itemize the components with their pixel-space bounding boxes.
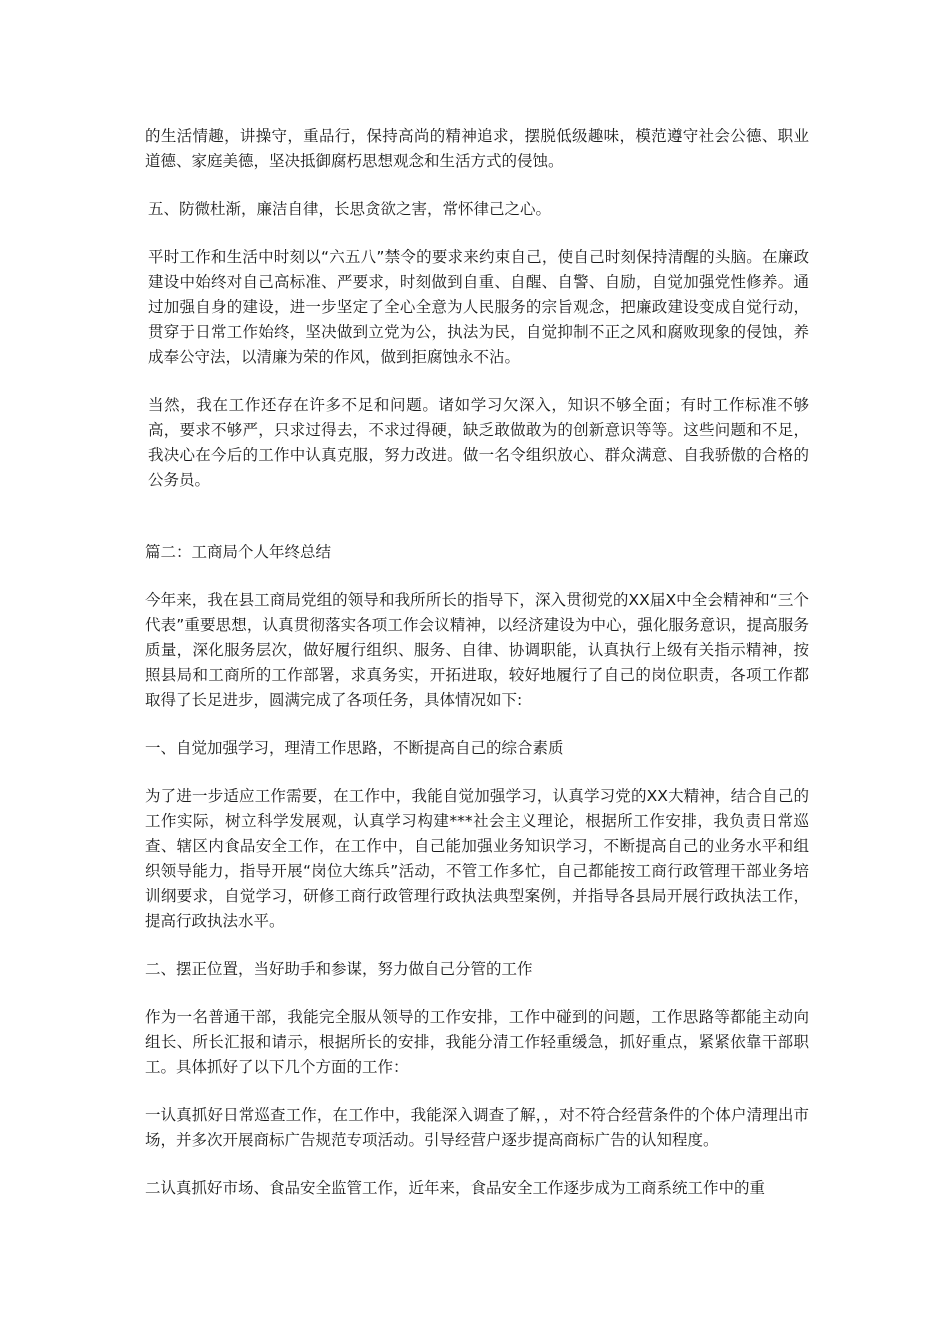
article-two-title: 篇二：工商局个人年终总结 — [145, 543, 332, 561]
paragraph-food-safety: 二认真抓好市场、食品安全监管工作，近年来，食品安全工作逐步成为工商系统工作中的重 — [145, 1179, 766, 1197]
paragraph-position: 作为一名普通干部，我能完全服从领导的工作安排，工作中碰到的问题，工作思路等都能主动向组长、所长汇报和请示，根据所长的安排，我能分清工作轻重缓急，抓好重点，紧紧依靠干部职工。具体抓好了以下几个方面的工作： — [145, 1008, 809, 1076]
paragraph-inspection: 一认真抓好日常巡查工作，在工作中，我能深入调查了解，，对不符合经营条件的个体户清理出市场，并多次开展商标广告规范专项活动。引导经营户逐步提高商标广告的认知程度。 — [145, 1106, 809, 1149]
section-heading-two: 二、摆正位置，当好助手和参谋，努力做自己分管的工作 — [145, 960, 533, 978]
section-heading-one: 一、自觉加强学习，理清工作思路，不断提高自己的综合素质 — [145, 739, 564, 757]
paragraph-intro: 今年来，我在县工商局党组的领导和我所所长的指导下，深入贯彻党的XX届X中全会精神和“三个代表”重要思想，认真贯彻落实各项工作会议精神，以经济建设为中心，强化服务意识，提高服务质量，深化服务层次，做好履行组织、服务、自律、协调职能，认真执行上级有关指示精神，按照县局和工商所的工作部署，求真务实，开拓进取，较好地履行了自己的岗位职责，各项工作都取得了长足进步，圆满完成了各项任务，具体情况如下: — [145, 591, 809, 709]
document-body — [145, 124, 809, 1224]
paragraph-study: 为了进一步适应工作需要，在工作中，我能自觉加强学习，认真学习党的XX大精神，结合自己的工作实际，树立科学发展观，认真学习构建***社会主义理论，根据所工作安排，我负责日常巡查、辖区内食品安全工作，在工作中，自己能加强业务知识学习，不断提高自己的业务水平和组织领导能力，指导开展“岗位大练兵”活动，不管工作多忙，自己都能按工商行政管理干部业务培训纲要求，自觉学习，研修工商行政管理行政执法典型案例，并指导各县局开展行政执法工作，提高行政执法水平。 — [145, 787, 809, 930]
paragraph-shortcomings: 当然，我在工作还存在许多不足和问题。诸如学习欠深入，知识不够全面；有时工作标准不够高，要求不够严，只求过得去，不求过得硬，缺乏敢做敢为的创新意识等等。这些问题和不足，我决心在今后的工作中认真克服，努力改进。做一名令组织放心、群众满意、自我骄傲的合格的公务员。 — [148, 396, 809, 489]
paragraph-self-discipline: 平时工作和生活中时刻以“六五八”禁令的要求来约束自己，使自己时刻保持清醒的头脑。在廉政建设中始终对自己高标准、严要求，时刻做到自重、自醒、自警、自励，自觉加强党性修养。通过加强自身的建设，进一步坚定了全心全意为人民服务的宗旨观念，把廉政建设变成自觉行动，贯穿于日常工作始终，坚决做到立党为公，执法为民，自觉抑制不正之风和腐败现象的侵蚀，养成奉公守法，以清廉为荣的作风，做到拒腐蚀永不沾。 — [148, 248, 809, 366]
section-heading-five: 五、防微杜渐，廉洁自律，长思贪欲之害，常怀律己之心。 — [148, 200, 552, 218]
paragraph-moral-conduct: 的生活情趣，讲操守，重品行，保持高尚的精神追求，摆脱低级趣味，模范遵守社会公德、职业道德、家庭美德，坚决抵御腐朽思想观念和生活方式的侵蚀。 — [145, 127, 809, 170]
